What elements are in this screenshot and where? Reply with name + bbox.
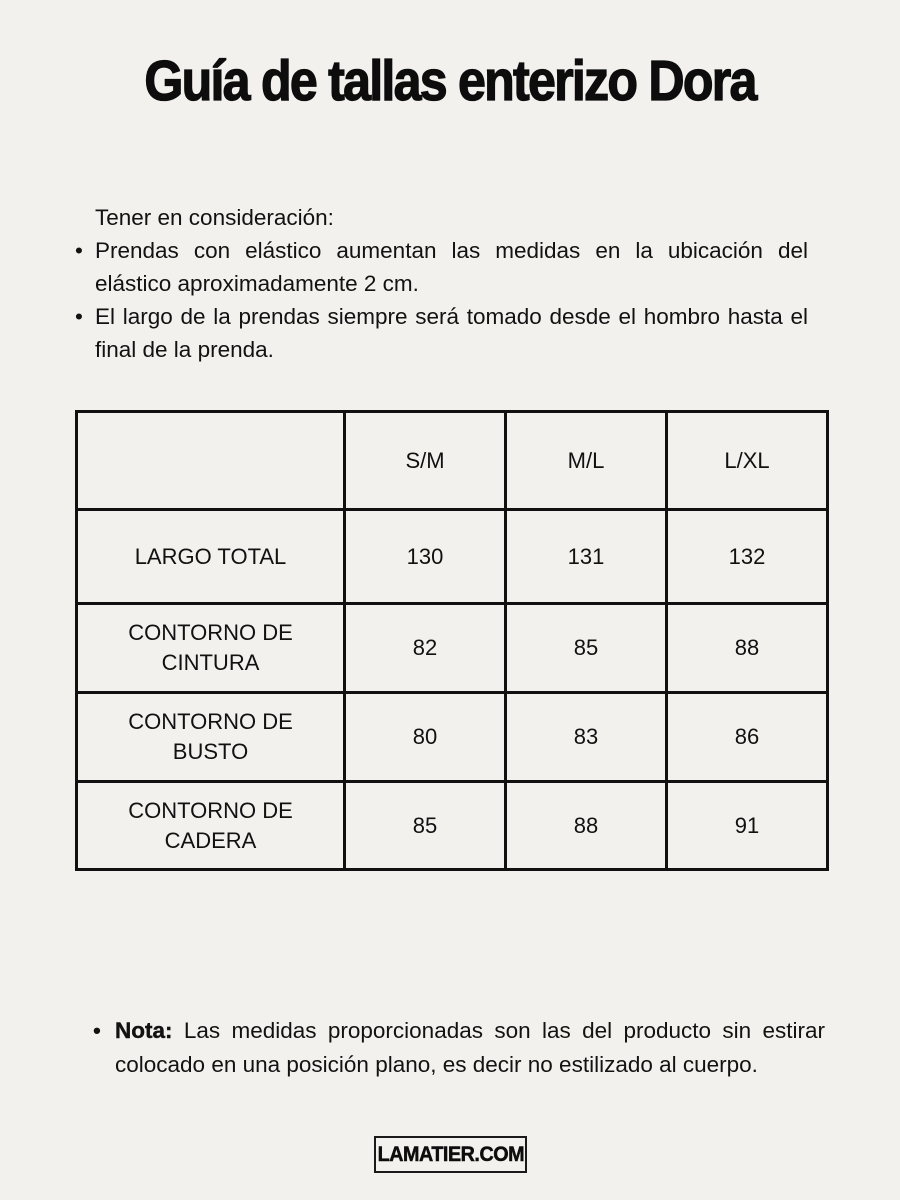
cell-value: 132 [667,510,828,604]
cell-value: 86 [667,693,828,782]
cell-value: 82 [345,604,506,693]
cell-value: 88 [506,782,667,870]
list-item [75,300,808,366]
table-header-row [77,412,828,510]
table-row [77,693,828,782]
note-text: Las medidas proporcionadas son las del producto sin estirar colocado en una posición plano, es decir no estilizado al cuerpo. [115,1018,825,1077]
row-label: LARGO TOTAL [77,510,345,604]
considerations-heading: Tener en consideración: [95,205,334,230]
bullet-icon: • [93,1018,101,1043]
brand-text: LAMATIER.COM [377,1142,524,1166]
row-label: CONTORNO DE BUSTO [77,693,345,782]
row-label: CONTORNO DE CADERA [77,782,345,870]
header-cell-lxl: L/XL [667,412,828,510]
cell-value: 80 [345,693,506,782]
cell-value: 85 [345,782,506,870]
cell-value: 130 [345,510,506,604]
page-title: Guía de tallas enterizo Dora [144,49,756,113]
note-section [93,1014,825,1081]
table-row [77,510,828,604]
row-label: CONTORNO DE CINTURA [77,604,345,693]
header-cell-ml: M/L [506,412,667,510]
cell-value: 91 [667,782,828,870]
bullet-icon: • [75,238,83,263]
note-label: Nota: [115,1018,173,1043]
brand-box [374,1136,527,1173]
consideration-text: Prendas con elástico aumentan las medidas en la ubicación del elástico aproximadamente 2 cm. [95,238,808,296]
list-item [75,234,808,300]
header-cell-sm: S/M [345,412,506,510]
size-table [75,410,829,871]
bullet-icon: • [75,304,83,329]
cell-value: 85 [506,604,667,693]
cell-value: 88 [667,604,828,693]
note-item [93,1014,825,1081]
considerations-section [75,201,808,366]
consideration-text: El largo de la prendas siempre será tomado desde el hombro hasta el final de la prenda. [95,304,808,362]
header-cell-empty [77,412,345,510]
table-row [77,604,828,693]
considerations-list [75,234,808,366]
cell-value: 131 [506,510,667,604]
table-row [77,782,828,870]
cell-value: 83 [506,693,667,782]
